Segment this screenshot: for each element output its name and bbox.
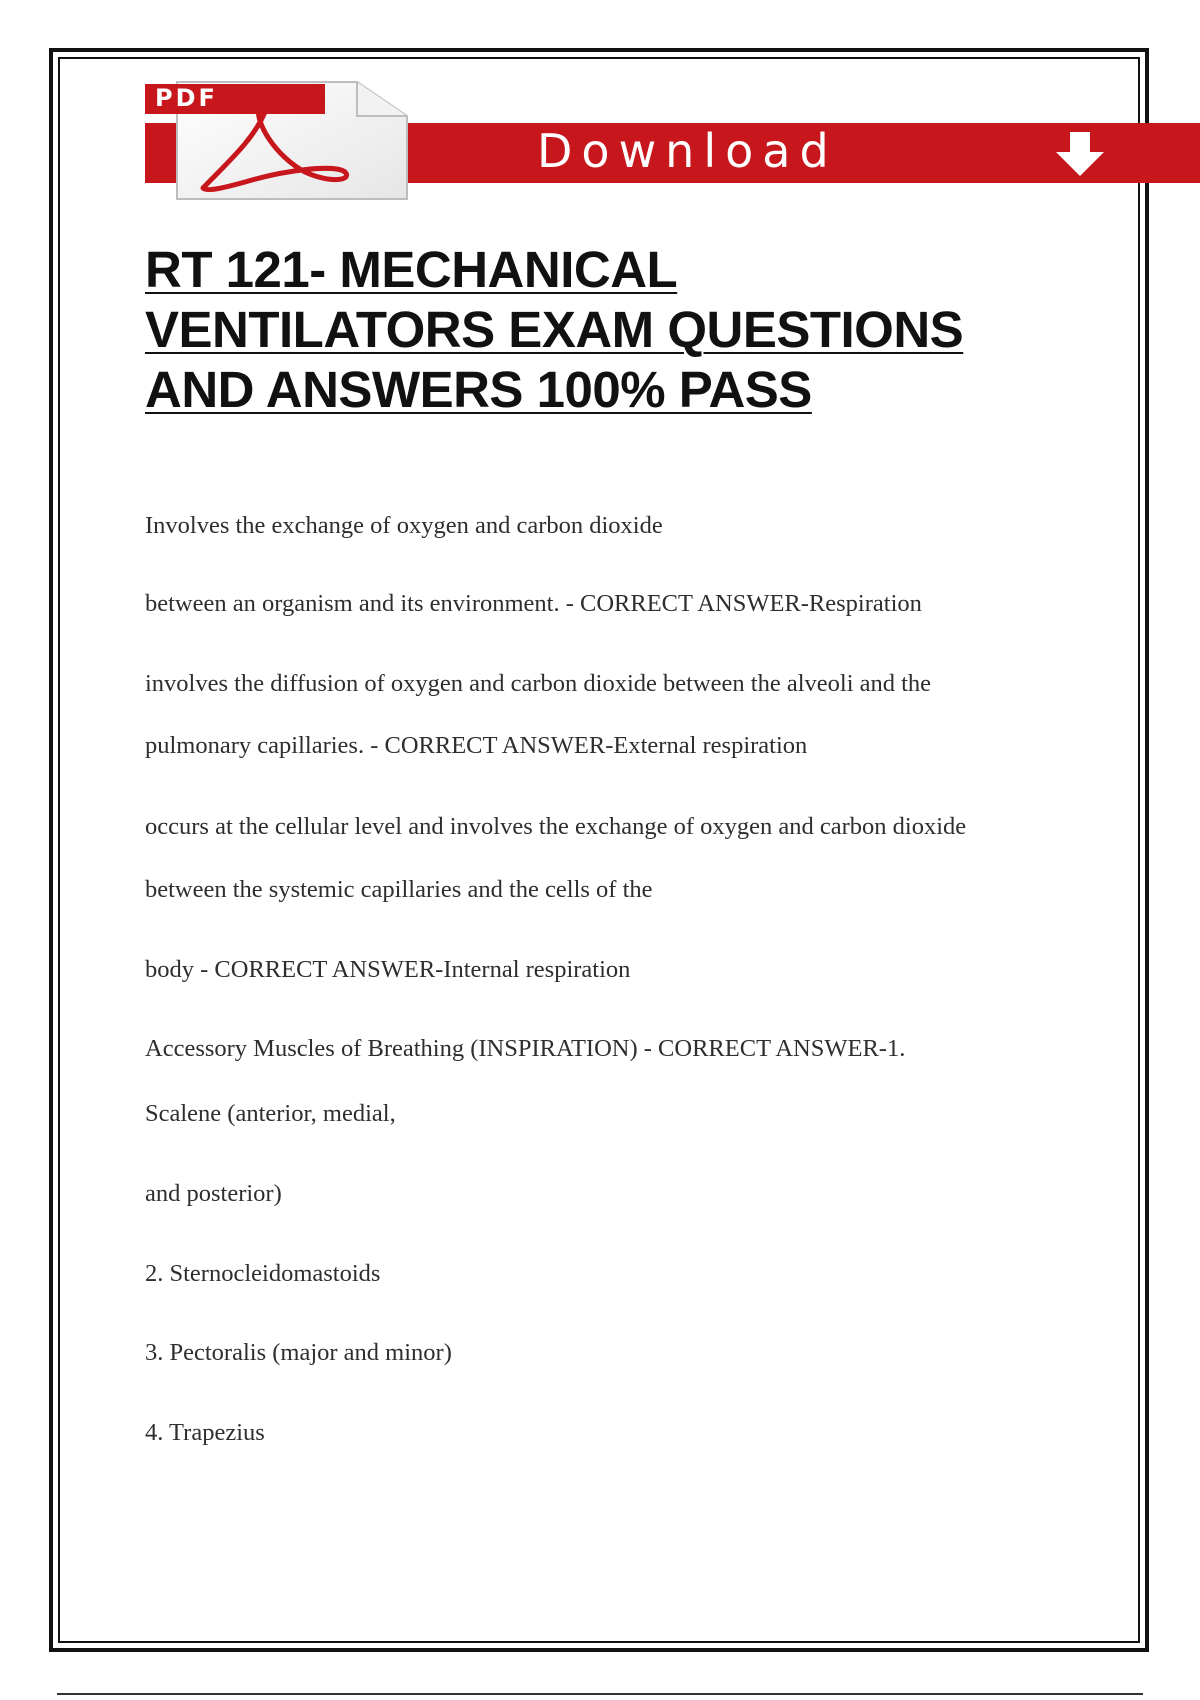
body-line: body - CORRECT ANSWER-Internal respiration	[145, 956, 631, 983]
body-line: and posterior)	[145, 1180, 282, 1207]
body-line: Involves the exchange of oxygen and carbon dioxide	[145, 512, 663, 539]
body-line: Scalene (anterior, medial,	[145, 1100, 396, 1127]
body-line: pulmonary capillaries. - CORRECT ANSWER-External respiration	[145, 732, 808, 759]
title-line: RT 121- MECHANICAL	[145, 241, 678, 298]
document-title	[145, 240, 1105, 420]
body-line: 3. Pectoralis (major and minor)	[145, 1339, 452, 1366]
page-divider	[57, 1693, 1143, 1695]
title-line: AND ANSWERS 100% PASS	[145, 361, 812, 418]
body-line: occurs at the cellular level and involves the exchange of oxygen and carbon dioxide	[145, 813, 967, 840]
download-label: Download	[537, 124, 838, 178]
download-arrow-icon	[1050, 128, 1110, 180]
body-line: Accessory Muscles of Breathing (INSPIRATION) - CORRECT ANSWER-1.	[145, 1035, 906, 1062]
pdf-badge-text: PDF	[155, 84, 218, 112]
body-line: involves the diffusion of oxygen and carbon dioxide between the alveoli and the	[145, 670, 932, 697]
pdf-download-banner[interactable]	[145, 78, 1200, 203]
body-line: 2. Sternocleidomastoids	[145, 1260, 381, 1287]
body-line: 4. Trapezius	[145, 1419, 265, 1446]
body-line: between an organism and its environment. - CORRECT ANSWER-Respiration	[145, 590, 922, 617]
body-line: between the systemic capillaries and the cells of the	[145, 876, 653, 903]
title-line: VENTILATORS EXAM QUESTIONS	[145, 301, 964, 358]
